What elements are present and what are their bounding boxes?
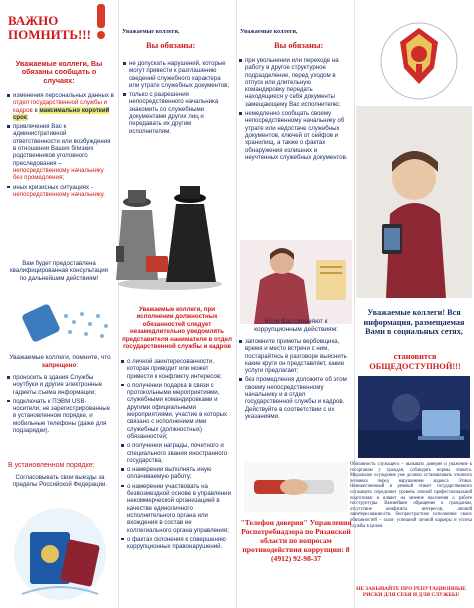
bottom1-list	[6, 374, 114, 436]
col4-title-red: становится ОБЩЕДОСТУПНОЙ!!!	[369, 352, 461, 371]
list-item: только с разрешения непосредственного начальника знакомить со служебными документами других лиц и передавать их другим исполнителям.	[122, 91, 230, 135]
list-item: подключать к ПЭВМ USB-носители, не зарегистрированные в установленном порядке, и мобильные телефоны (даже для подзарядки).	[6, 398, 114, 434]
list-item: иных кризисных ситуациях - непосредственному начальнику.	[6, 184, 114, 199]
bottom2-list	[120, 358, 234, 552]
card-obliged-1: Вы обязаны:	[146, 40, 196, 50]
col1-intro: Уважаемые коллеги, Вы обязаны сообщать о случаях:	[15, 59, 103, 85]
list-item: о намерении участвовать на безвозмездной основе в управлении некоммерческой организацией в качестве единоличного исполнительного органа или вхождения в состав ее коллегиального органа управления;	[120, 483, 234, 534]
col4-body: Обязанность служащего – вызывать доверие и уважение к госорганам у граждан, соблюдать нормы этикета. Моральное осуждение уже должно останавливать этичного человека перед нарушением кодекса Этики. Невежественный и речевой этикет государственного служащего определяет уровень личной профессиональной подготовки и влияет на мнение населения о работе госструктуры. Важнейшее обращение к гражданам, отсутствие конфликта интересов, личной заинтересованности, беспристрастное исполнение своих обязанностей – залог успешной личной карьеры и успеха службы в целом.	[350, 462, 472, 529]
hotline-text: "Телефон доверия" Управления Роспотребнадзора по Рязанской области по вопросам противодействия коррупции: 8 (4912) 92-98-37	[240, 518, 352, 563]
list-item: изменения персональных данных в отдел государственной службы и кадров в максимально короткий срок;	[6, 92, 114, 121]
card-greeting-1: Уважаемые коллеги,	[122, 29, 180, 35]
list-item: о личной заинтересованности, которая приводит или может привести к конфликту интересов;	[120, 358, 234, 380]
order-title: В установленном порядке:	[8, 462, 95, 469]
card-obliged-2: Вы обязаны:	[274, 40, 324, 50]
officer-illustration	[356, 106, 472, 298]
list-item: о фактах склонения к совершению коррупционных правонарушений.	[120, 536, 234, 551]
consult-note: Вам будет предоставлена квалифицированная консультация по дальнейшим действиям!	[10, 260, 108, 282]
rospotrebnadzor-emblem	[378, 20, 460, 102]
list-item: немедленно сообщать своему непосредственному начальнику об утрате или недостаче служебных документов, ключей от сейфов и хранилищ, а также о фактах обнаружения излишних и неучтенных служебных документов.	[238, 110, 352, 161]
list-item: о получении подарка в связи с протокольными мероприятиями, служебными командировками и другими официальными мероприятиями, участие в которых связано с исполнением ими служебных (должностных) обязанностей;	[120, 382, 234, 440]
col1-list	[6, 92, 114, 200]
list-item: при увольнении или переходе на работу в другое структурное подразделение, перед уходом в отпуск или длительную командировку передать находящиеся у себя документы замещающему Вас исполнителю;	[238, 57, 352, 108]
list-item: проносить в здания Службы ноутбуки и другие электронные гаджеты съема информации;	[6, 374, 114, 396]
important-title: ВАЖНО ПОМНИТЬ!!!	[8, 13, 91, 42]
bottom3-intro: Если Вас склоняют к коррупционным действиям:	[254, 318, 338, 333]
spies-illustration	[112, 180, 228, 298]
list-item: не допускать нарушений, которые могут привести к разглашению сведений служебного характера или утрате служебных документов;	[122, 60, 230, 89]
bottom3-list	[238, 338, 352, 422]
woman-phone-illustration	[240, 240, 352, 324]
col3-list	[238, 57, 352, 163]
card-greeting-2: Уважаемые коллеги,	[240, 29, 298, 35]
list-item: привлечения Вас к административной ответственности или возбуждения в отношении Ваших близких родственников уголовного преследования – непосредственному начальнику без промедления;	[6, 123, 114, 181]
list-item: без промедления доложите об этом своему непосредственному начальнику и в отдел государственной службы и кадров. Действуйте в соответствии с их указаниями.	[238, 376, 352, 420]
list-item: запомните приметы вербовщика, время и место встречи с ним, постарайтесь в разговоре выяснить какие круги он представляет, какие услуги предлагает;	[238, 338, 352, 374]
col2-list	[122, 60, 230, 137]
col4-title: Уважаемые коллеги! Вся информация, размещаемая Вами в социальных сетях,	[363, 308, 465, 337]
list-item: о получении награды, почетного и специального звания иностранного государства;	[120, 442, 234, 464]
bottom1-greeting: Уважаемые коллеги, помните, что запрещено:	[9, 354, 111, 369]
exclamation-icon	[86, 2, 116, 40]
order-text: Согласовывать свои выезды за пределы Российской Федерации.	[12, 474, 108, 489]
col4-footer: НЕ ЗАБЫВАЙТЕ ПРО РЕПУТАЦИОННЫЕ РИСКИ ДЛЯ СЕБЯ И ДЛЯ СЛУЖБЫ!	[356, 586, 466, 599]
passport-illustration	[8, 504, 112, 604]
usb-stick-illustration	[6, 302, 114, 348]
bottom2-title: Уважаемые коллеги, при исполнении должностных обязанностей следует незамедлительно уведомлять представителя нанимателя в отдел государственной службы и кадров	[122, 306, 232, 351]
handshake-illustration	[240, 460, 352, 514]
list-item: о намерении выполнять иную оплачиваемую работу;	[120, 466, 234, 481]
laptop-user-illustration	[358, 376, 470, 458]
